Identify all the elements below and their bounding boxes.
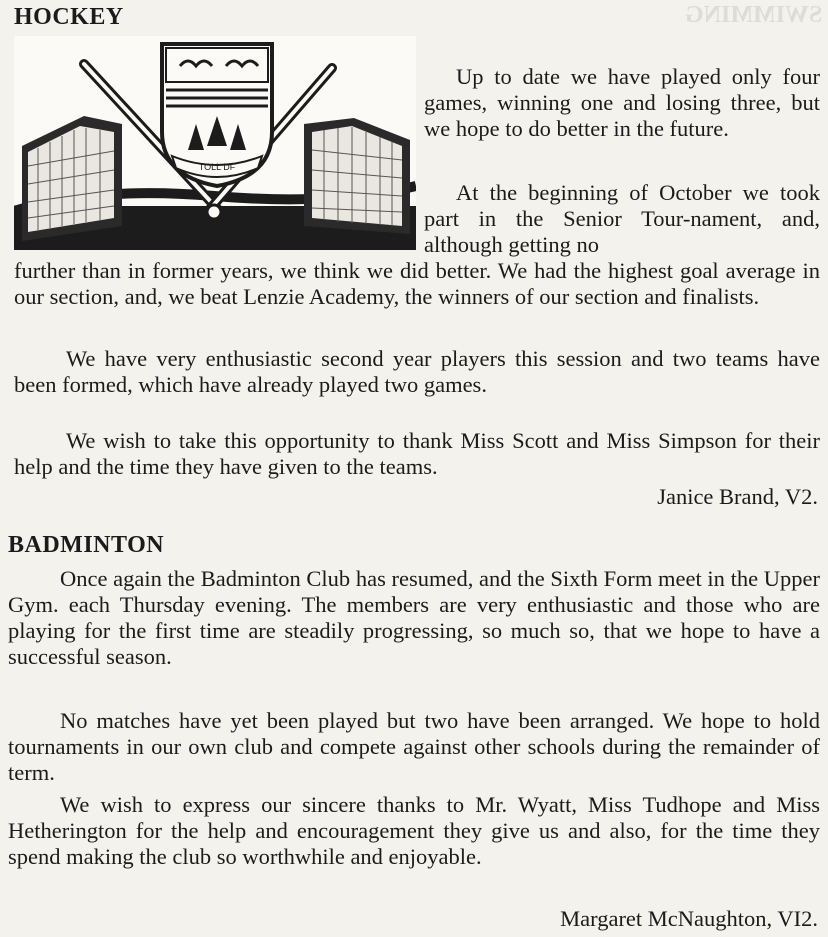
- crest-motto: TOLL DF: [198, 162, 236, 172]
- badminton-heading: BADMINTON: [8, 532, 165, 558]
- hockey-paragraph-4: We wish to take this opportunity to thank Miss Scott and Miss Simpson for their help and the time they have given to the teams.: [14, 428, 820, 479]
- badminton-paragraph-1: Once again the Badminton Club has resumed, and the Sixth Form meet in the Upper Gym. each Thursday evening. The members are very enthusiastic and those who are playing for the first time are steadily progressing, so much so, that we hope to have a successful season.: [8, 566, 820, 669]
- hockey-paragraph-3: We have very enthusiastic second year players this session and two teams have been formed, which have already played two games.: [14, 346, 820, 397]
- hockey-signature: Janice Brand, V2.: [657, 484, 818, 509]
- badminton-paragraph-2: No matches have yet been played but two have been arranged. We hope to hold tournaments in our own club and compete against other schools during the remainder of term.: [8, 708, 820, 785]
- badminton-signature: Margaret McNaughton, VI2.: [560, 906, 818, 931]
- badminton-paragraph-3: We wish to express our sincere thanks to Mr. Wyatt, Miss Tudhope and Miss Hetherington for the help and encouragement they give us and also, for the time they spend making the club so worthwhile and enjoyable.: [8, 792, 820, 869]
- hockey-crest-icon: [14, 36, 416, 250]
- school-crest: [162, 44, 272, 186]
- hockey-paragraph-2-cont: further than in former years, we think we did better. We had the highest goal average in our section, and, we beat Lenzie Academy, the winners of our section and finalists.: [14, 258, 820, 309]
- hockey-heading: HOCKEY: [14, 4, 124, 30]
- show-through-title: SWIMMING: [684, 2, 822, 28]
- hockey-paragraph-1: Up to date we have played only four games, winning one and losing three, but we hope to do better in the future.: [424, 64, 820, 141]
- right-goal-net: [304, 118, 410, 234]
- hockey-paragraph-2-start: At the beginning of October we took part in the Senior Tour-nament, and, although getting no: [424, 180, 820, 257]
